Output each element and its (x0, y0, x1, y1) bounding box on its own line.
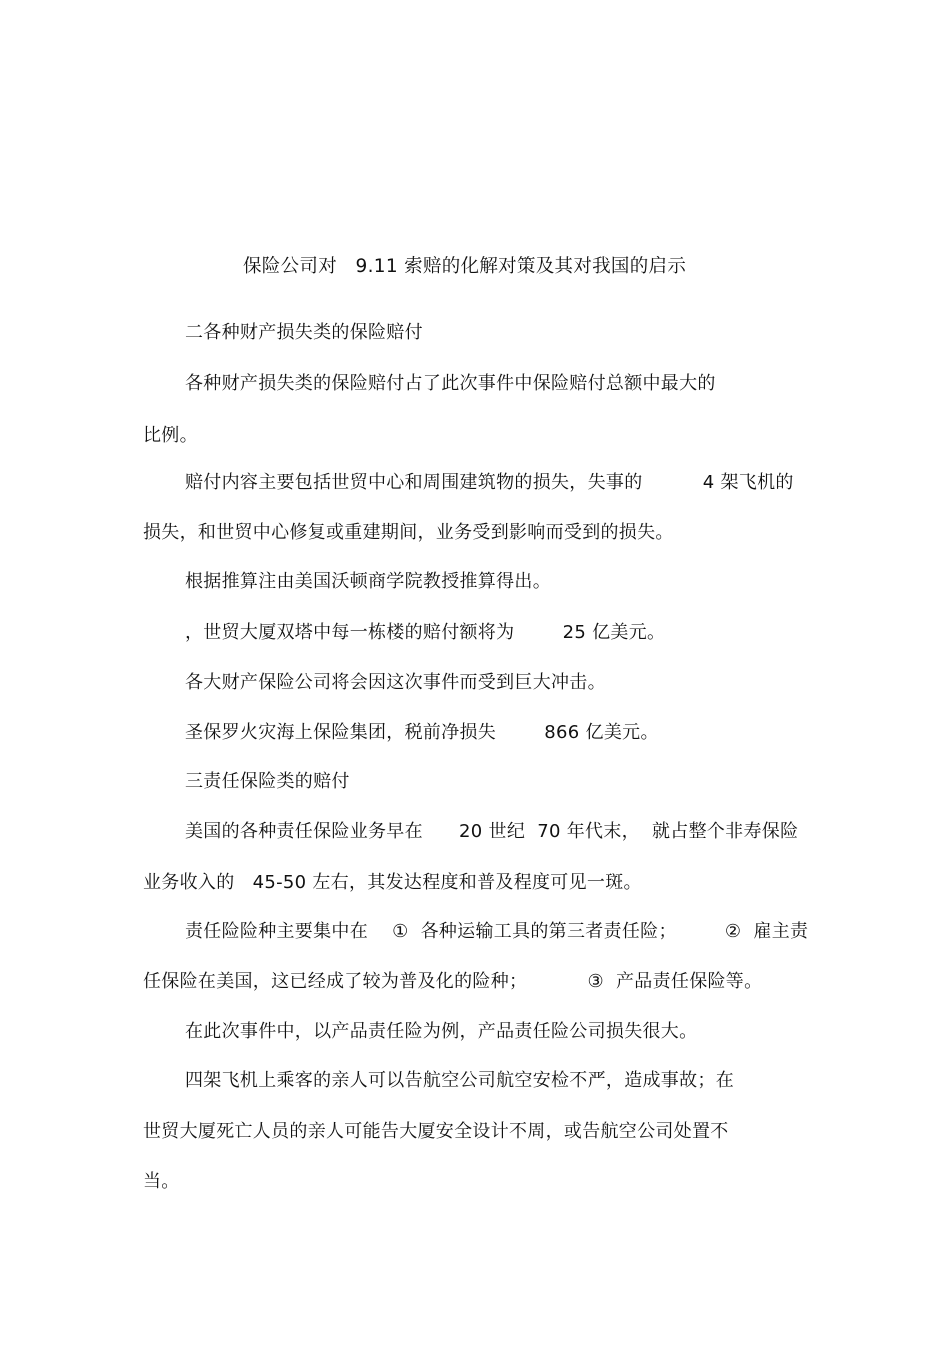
section-heading-liability: 三责任保险类的赔付 (185, 771, 350, 792)
paragraph-line: 四架飞机上乘客的亲人可以告航空公司航空安检不严，造成事故；在 (185, 1070, 734, 1091)
paragraph-line: 圣保罗火灾海上保险集团，税前净损失 866 亿美元。 (185, 722, 659, 743)
paragraph-line: 在此次事件中，以产品责任险为例，产品责任险公司损失很大。 (185, 1021, 698, 1042)
paragraph-line: 赔付内容主要包括世贸中心和周围建筑物的损失，失事的 4 架飞机的 (185, 472, 794, 493)
paragraph-line: 比例。 (143, 425, 198, 446)
paragraph-line: 各大财产保险公司将会因这次事件而受到巨大冲击。 (185, 672, 606, 693)
document-title: 保险公司对 9.11 索赔的化解对策及其对我国的启示 (243, 256, 687, 277)
paragraph-line: 业务收入的 45-50 左右，其发达程度和普及程度可见一斑。 (143, 872, 642, 893)
paragraph-line: 责任险险种主要集中在 ① 各种运输工具的第三者责任险； ② 雇主责 (185, 921, 809, 942)
paragraph-line: 根据推算注由美国沃顿商学院教授推算得出。 (185, 571, 551, 592)
paragraph-line: 任保险在美国，这已经成了较为普及化的险种； ③ 产品责任保险等。 (143, 971, 763, 992)
paragraph-line: 当。 (143, 1171, 180, 1192)
section-heading-property: 二各种财产损失类的保险赔付 (185, 322, 423, 343)
paragraph-line: 世贸大厦死亡人员的亲人可能告大厦安全设计不周，或告航空公司处置不 (143, 1121, 729, 1142)
paragraph-line: 损失，和世贸中心修复或重建期间，业务受到影响而受到的损失。 (143, 522, 674, 543)
paragraph-line: ，世贸大厦双塔中每一栋楼的赔付额将为 25 亿美元。 (185, 622, 666, 643)
paragraph-line: 各种财产损失类的保险赔付占了此次事件中保险赔付总额中最大的 (185, 373, 716, 394)
paragraph-line: 美国的各种责任保险业务早在 20 世纪 70 年代末， 就占整个非寿保险 (185, 821, 799, 842)
